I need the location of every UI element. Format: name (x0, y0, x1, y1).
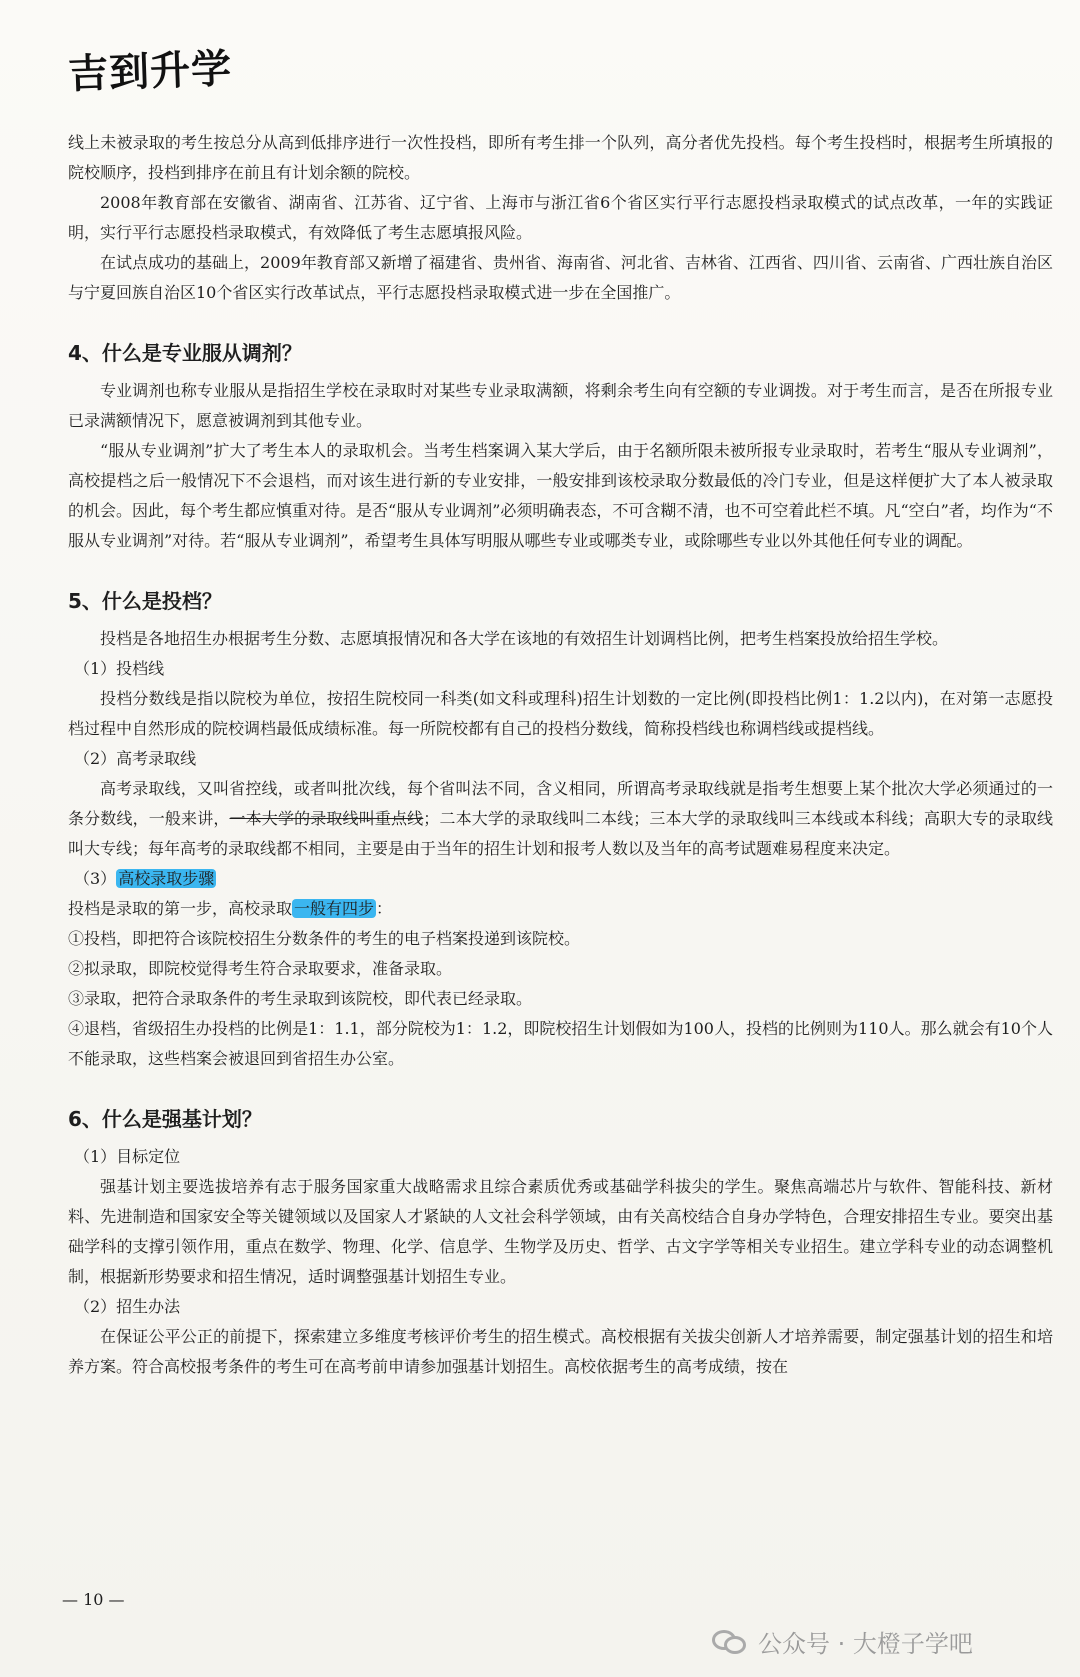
subsection-heading: （2）招生办法 (74, 1297, 181, 1316)
page-number: — 10 — (62, 1590, 125, 1609)
section-heading: 6、什么是强基计划？ (68, 1107, 262, 1131)
highlighted-text: 一般有四步 (294, 899, 375, 918)
subsection-heading: （1）投档线 (74, 659, 165, 678)
paragraph: 2008年教育部在安徽省、湖南省、江苏省、辽宁省、上海市与浙江省6个省区实行平行志愿投档录取模式的试点改革，一年的实践证明，实行平行志愿投档录取模式，有效降低了考生志愿填报风险。 (68, 193, 1053, 242)
section-spacer (68, 308, 1053, 338)
paragraph: 强基计划主要选拔培养有志于服务国家重大战略需求且综合素质优秀或基础学科拔尖的学生。聚焦高端芯片与软件、智能科技、新材料、先进制造和国家安全等关键领域以及国家人才紧缺的人文社会科学领域，由有关高校结合自身办学特色，合理安排招生专业。要突出基础学科的支撑引领作用，重点在数学、物理、化学、信息学、生物学及历史、哲学、古文字学等相关专业招生。建立学科专业的动态调整机制，根据新形势要求和招生情况，适时调整强基计划招生专业。 (68, 1177, 1053, 1286)
paragraph: ②拟录取，即院校觉得考生符合录取要求，准备录取。 (68, 959, 453, 978)
paragraph: 投档分数线是指以院校为单位，按招生院校同一科类(如文科或理科)招生计划数的一定比例(即投档比例1：1.2以内)，在对第一志愿投档过程中自然形成的院校调档最低成绩标准。每一所院校都有自己的投档分数线，简称投档线也称调档线或提档线。 (68, 689, 1053, 738)
struck-text: 一本大学的录取线叫重点线 (229, 809, 424, 828)
section-spacer (68, 556, 1053, 586)
wechat-icon (712, 1628, 748, 1656)
paragraph: 在试点成功的基础上，2009年教育部又新增了福建省、贵州省、海南省、河北省、吉林省、江西省、四川省、云南省、广西壮族自治区与宁夏回族自治区10个省区实行改革试点，平行志愿投档录取模式进一步在全国推广。 (68, 253, 1053, 302)
section-heading: 4、什么是专业服从调剂？ (68, 341, 302, 365)
highlighted-text: 高校录取步骤 (118, 869, 215, 888)
paragraph: 投档是各地招生办根据考生分数、志愿填报情况和各大学在该地的有效招生计划调档比例，把考生档案投放给招生学校。 (100, 629, 949, 648)
paragraph: 专业调剂也称专业服从是指招生学校在录取时对某些专业录取满额，将剩余考生向有空额的专业调拨。对于考生而言，是否在所报专业已录满额情况下，愿意被调剂到其他专业。 (68, 381, 1053, 430)
text-span: 高考录取线，又叫省控线，或者叫批次线，每个省叫法不同，含义相同，所谓高考录取线就是指考生想要上某个批次大学必须通过的一条分数线，一般来讲， (68, 779, 1053, 828)
watermark-text: 公众号 · 大橙子学吧 (758, 1630, 973, 1658)
paragraph (68, 774, 1053, 864)
section-heading: 5、什么是投档？ (68, 589, 222, 613)
section-spacer (68, 616, 1053, 624)
paragraph: 在保证公平公正的前提下，探索建立多维度考核评价考生的招生模式。高校根据有关拔尖创新人才培养需要，制定强基计划的招生和培养方案。符合高校报考条件的考生可在高考前申请参加强基计划招生。高校依据考生的高考成绩，按在 (68, 1327, 1053, 1376)
paragraph: ①投档，即把符合该院校招生分数条件的考生的电子档案投递到该院校。 (68, 929, 581, 948)
subsection-heading: （2）高考录取线 (74, 749, 197, 768)
paragraph: 线上未被录取的考生按总分从高到低排序进行一次性投档，即所有考生排一个队列，高分者优先投档。每个考生投档时，根据考生所填报的院校顺序，投档到排序在前且有计划余额的院校。 (68, 133, 1053, 182)
subsection-heading: （1）目标定位 (74, 1147, 181, 1166)
section-spacer (68, 1134, 1053, 1142)
text-span: ；二本大学的录取线叫二本线；三本大学的录取线叫三本线或本科线；高职大专的录取线叫大专线；每年高考的录取线都不相同，主要是由于当年的招生计划和报考人数以及当年的高考试题难易程度来决定。 (68, 809, 1053, 858)
text-span: （3） (74, 869, 117, 888)
text-span: ： (376, 899, 393, 918)
subsection-heading (68, 864, 1053, 894)
paragraph (68, 894, 1053, 924)
section-spacer (68, 1074, 1053, 1104)
paragraph: ④退档，省级招生办投档的比例是1：1.1，部分院校为1：1.2，即院校招生计划假如为100人，投档的比例则为110人。那么就会有10个人不能录取，这些档案会被退回到省招生办公室。 (68, 1019, 1053, 1068)
document-body (68, 128, 1053, 1382)
section-spacer (68, 368, 1053, 376)
text-span: 投档是录取的第一步，高校录取 (68, 899, 293, 918)
brand-logo: 吉到升学 (67, 45, 233, 98)
paragraph: ③录取，把符合录取条件的考生录取到该院校，即代表已经录取。 (68, 989, 533, 1008)
paragraph: “服从专业调剂”扩大了考生本人的录取机会。当考生档案调入某大学后，由于名额所限未被所报专业录取时，若考生“服从专业调剂”，高校提档之后一般情况下不会退档，而对该生进行新的专业安排，一般安排到该校录取分数最低的冷门专业，但是这样便扩大了本人被录取的机会。因此，每个考生都应慎重对待。是否“服从专业调剂”必须明确表态，不可含糊不清，也不可空着此栏不填。凡“空白”者，均作为“不服从专业调剂”对待。若“服从专业调剂”，希望考生具体写明服从哪些专业或哪类专业，或除哪些专业以外其他任何专业的调配。 (68, 441, 1053, 550)
watermark (712, 1624, 973, 1659)
